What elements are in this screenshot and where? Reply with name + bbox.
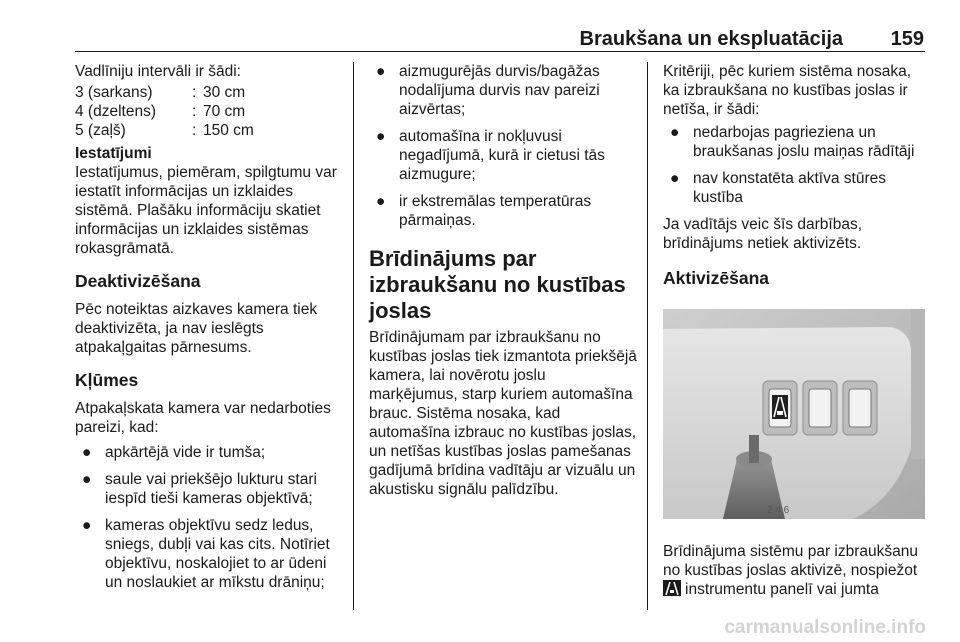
lane-departure-text: Brīdinājumam par izbraukšanu no kustības joslas tiek izmantota priekšējā kamera, lai novērotu joslu marķējumus, starp kuriem automašīna brauc. Sistēma nosaka, kad automašīna izbrauc no kustības joslas, un netīšas kustības joslas pamešanas gadījumā brīdina vadītāju ar vizuālu un akustisku signālu palīdzību. bbox=[369, 329, 637, 498]
list-item-text: nedarbojas pagrieziena un braukšanas joslu maiņas rādītāji bbox=[693, 124, 915, 160]
bullet-icon: ● bbox=[670, 170, 680, 187]
deactivation-heading: Deaktivizēšana bbox=[75, 271, 201, 291]
settings-text: Iestatījumus, piemēram, spilgtumu var iestatīt informācijas un izklaides sistēmā. Plašāku informāciju skatiet informācijas un izklaides sistēmas rokasgrāmatā. bbox=[75, 164, 337, 257]
activation-text-part-1: Brīdinājuma sistēmu par izbraukšanu no kustības joslas aktivizē, nospiežot bbox=[663, 543, 919, 579]
list-item-text: aizmugurējās durvis/bagāžas nodalījuma durvis nav pareizi aizvērtas; bbox=[399, 63, 600, 118]
bullet-icon: ● bbox=[82, 517, 92, 534]
list-item bbox=[663, 169, 925, 207]
list-item-text: saule vai priekšējo lukturu stari iespīd tieši kameras objektīvā; bbox=[105, 471, 317, 507]
list-item bbox=[75, 443, 343, 462]
interval-label: 5 (zaļš) bbox=[75, 122, 126, 139]
driver-text: Ja vadītājs veic šīs darbības, brīdinājums netiek aktivizēts. bbox=[663, 216, 863, 252]
faults-text: Atpakaļskata kamera var nedarboties pareizi, kad: bbox=[75, 400, 331, 436]
list-item bbox=[75, 516, 343, 592]
column-divider-2 bbox=[647, 62, 648, 610]
watermark: carmanualsonline.info bbox=[724, 617, 926, 638]
interval-value: 30 cm bbox=[203, 84, 246, 101]
column-2 bbox=[369, 62, 637, 499]
page-number: 159 bbox=[890, 28, 924, 50]
list-item bbox=[369, 127, 637, 184]
criteria-list bbox=[663, 123, 925, 207]
interval-sep: : bbox=[192, 103, 197, 120]
list-item bbox=[369, 192, 637, 230]
settings-title: Iestatījumi bbox=[75, 145, 152, 162]
deactivation-text: Pēc noteiktas aizkaves kamera tiek deaktivizēta, ja nav ieslēgts atpakaļgaitas pārnesums. bbox=[75, 301, 318, 356]
interval-sep: : bbox=[192, 84, 197, 101]
column-divider-1 bbox=[353, 62, 354, 610]
list-item bbox=[75, 470, 343, 508]
activation-text bbox=[663, 542, 925, 599]
list-item-text: kameras objektīvu sedz ledus, sniegs, dubļi vai kas cits. Notīriet objektīvu, noskalojiet to ar ūdeni un noslaukiet ar mīkstu drāniņu; bbox=[105, 517, 330, 591]
list-item-text: automašīna ir nokļuvusi negadījumā, kurā ir cietusi tās aizmugure; bbox=[399, 128, 605, 183]
interval-label: 3 (sarkans) bbox=[75, 84, 153, 101]
interval-row bbox=[75, 102, 254, 121]
section-title: Braukšana un ekspluatācija bbox=[579, 28, 843, 50]
activation-heading: Aktivizēšana bbox=[663, 268, 770, 288]
conditions-list bbox=[369, 62, 637, 230]
bullet-icon: ● bbox=[376, 63, 386, 80]
interval-row bbox=[75, 121, 254, 140]
page-header bbox=[75, 22, 925, 52]
interval-value: 70 cm bbox=[203, 103, 246, 120]
interval-row bbox=[75, 83, 254, 102]
interval-sep: : bbox=[192, 122, 197, 139]
intervals-intro: Vadlīniju intervāli ir šādi: bbox=[75, 63, 241, 80]
bullet-icon: ● bbox=[82, 471, 92, 488]
intervals-table bbox=[75, 83, 254, 140]
list-item-text: apkārtējā vide ir tumša; bbox=[105, 444, 266, 461]
activation-text-part-2: instrumentu panelī vai jumta bbox=[685, 581, 879, 598]
faults-list bbox=[75, 443, 343, 592]
list-item-text: nav konstatēta aktīva stūres kustība bbox=[693, 170, 886, 206]
lane-departure-button-icon bbox=[663, 580, 681, 596]
bullet-icon: ● bbox=[670, 124, 680, 141]
criteria-text: Kritēriji, pēc kuriem sistēma nosaka, ka izbraukšana no kustības joslas ir netīša, ir šādi: bbox=[663, 63, 912, 118]
bullet-icon: ● bbox=[82, 444, 92, 461]
interval-label: 4 (dzeltens) bbox=[75, 103, 156, 120]
bullet-icon: ● bbox=[376, 193, 386, 210]
faults-heading: Kļūmes bbox=[75, 370, 139, 390]
switch-panel-figure bbox=[663, 309, 925, 519]
column-1 bbox=[75, 62, 343, 600]
column-3 bbox=[663, 62, 925, 599]
gear-pattern-label: 2 4 6 bbox=[767, 505, 790, 516]
interval-value: 150 cm bbox=[203, 122, 254, 139]
lane-departure-heading: Brīdinājums par izbraukšanu no kustības joslas bbox=[369, 246, 626, 323]
list-item-text: ir ekstremālas temperatūras pārmaiņas. bbox=[399, 193, 592, 229]
bullet-icon: ● bbox=[376, 128, 386, 145]
list-item bbox=[369, 62, 637, 119]
list-item bbox=[663, 123, 925, 161]
